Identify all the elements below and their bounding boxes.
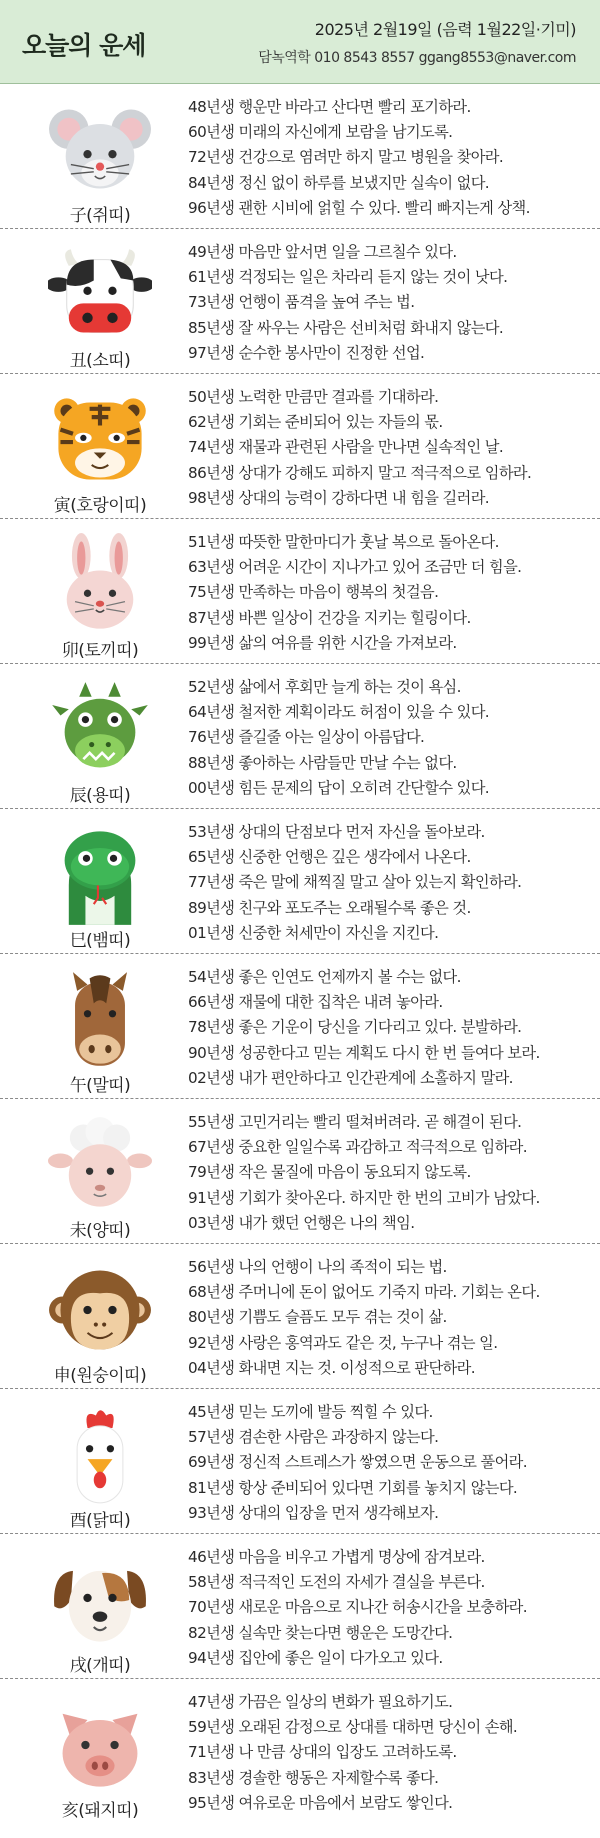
animal-label: 卯(토끼띠) bbox=[61, 641, 139, 661]
fortune-line: 99년생 삶의 여유를 위한 시간을 가져보라. bbox=[188, 633, 457, 652]
fortune-line: 98년생 상대의 능력이 강하다면 내 힘을 길러라. bbox=[188, 488, 489, 507]
zodiac-section-ox bbox=[0, 229, 600, 374]
fortune-line: 90년생 성공한다고 믿는 계획도 다시 한 번 들여다 보라. bbox=[188, 1043, 540, 1062]
fortune-lines bbox=[188, 675, 590, 801]
zodiac-section-rat bbox=[0, 84, 600, 229]
dragon-icon bbox=[48, 678, 152, 782]
animal-label: 子(쥐띠) bbox=[69, 206, 131, 226]
fortune-lines bbox=[188, 1545, 590, 1671]
animal-label: 午(말띠) bbox=[69, 1076, 131, 1096]
fortune-line: 60년생 미래의 자신에게 보람을 남기도록. bbox=[188, 123, 453, 142]
fortune-line: 54년생 좋은 인연도 언제까지 볼 수는 없다. bbox=[188, 968, 461, 986]
fortune-line: 04년생 화내면 지는 것. 이성적으로 판단하라. bbox=[188, 1358, 475, 1377]
animal-label: 戌(개띠) bbox=[69, 1656, 131, 1676]
fortune-lines bbox=[188, 240, 590, 366]
fortune-line: 80년생 기쁨도 슬픔도 모두 겪는 것이 삶. bbox=[188, 1308, 447, 1327]
zodiac-section-tiger bbox=[0, 374, 600, 519]
fortune-line: 51년생 따뜻한 말한마디가 훗날 복으로 돌아온다. bbox=[188, 533, 499, 551]
fortune-line: 03년생 내가 했던 언행은 나의 책임. bbox=[188, 1213, 415, 1232]
fortune-line: 86년생 상대가 강해도 피하지 말고 적극적으로 임하라. bbox=[188, 463, 532, 482]
cow-icon bbox=[48, 243, 152, 347]
fortune-line: 73년생 언행이 품격을 높여 주는 법. bbox=[188, 293, 415, 312]
dog-icon bbox=[48, 1548, 152, 1652]
fortune-line: 55년생 고민거리는 빨리 떨쳐버려라. 곧 해결이 된다. bbox=[188, 1113, 522, 1131]
fortune-line: 76년생 즐길줄 아는 일상이 아름답다. bbox=[188, 728, 425, 747]
snake-icon bbox=[48, 823, 152, 927]
zodiac-section-monkey bbox=[0, 1244, 600, 1389]
date-line: 2025년 2월19일 (음력 1월22일·기미) bbox=[314, 20, 576, 39]
fortune-line: 45년생 믿는 도끼에 발등 찍힐 수 있다. bbox=[188, 1403, 433, 1421]
zodiac-section-horse bbox=[0, 954, 600, 1099]
zodiac-section-rabbit bbox=[0, 519, 600, 664]
fortune-line: 49년생 마음만 앞서면 일을 그르칠수 있다. bbox=[188, 243, 457, 261]
zodiac-section-sheep bbox=[0, 1099, 600, 1244]
animal-label: 寅(호랑이띠) bbox=[53, 496, 147, 516]
fortune-line: 59년생 오래된 감정으로 상대를 대하면 당신이 손해. bbox=[188, 1718, 518, 1737]
fortune-lines bbox=[188, 385, 590, 511]
fortune-line: 72년생 건강으로 염려만 하지 말고 병원을 찾아라. bbox=[188, 148, 504, 167]
sheep-icon bbox=[48, 1113, 152, 1217]
fortune-line: 88년생 좋아하는 사람들만 만날 수는 없다. bbox=[188, 753, 457, 772]
fortune-line: 01년생 신중한 처세만이 자신을 지킨다. bbox=[188, 923, 439, 942]
pig-icon bbox=[48, 1693, 152, 1797]
fortune-lines bbox=[188, 1690, 590, 1816]
fortune-lines bbox=[188, 965, 590, 1091]
fortune-line: 85년생 잘 싸우는 사람은 선비처럼 화내지 않는다. bbox=[188, 318, 504, 337]
animal-label: 酉(닭띠) bbox=[69, 1511, 131, 1531]
contact-line: 담녹역학 010 8543 8557 ggang8553@naver.com bbox=[258, 50, 576, 66]
fortune-line: 78년생 좋은 기운이 당신을 기다리고 있다. 분발하라. bbox=[188, 1018, 522, 1037]
fortune-line: 74년생 재물과 관련된 사람을 만나면 실속적인 날. bbox=[188, 438, 504, 457]
tiger-icon bbox=[48, 388, 152, 492]
fortune-line: 52년생 삶에서 후회만 늘게 하는 것이 욕심. bbox=[188, 678, 461, 696]
fortune-line: 53년생 상대의 단점보다 먼저 자신을 돌아보라. bbox=[188, 823, 485, 841]
page-title: 오늘의 운세 bbox=[22, 31, 146, 60]
fortune-line: 70년생 새로운 마음으로 지나간 허송시간을 보충하라. bbox=[188, 1598, 527, 1617]
zodiac-section-dragon bbox=[0, 664, 600, 809]
fortune-line: 66년생 재물에 대한 집착은 내려 놓아라. bbox=[188, 993, 443, 1012]
fortune-line: 77년생 죽은 말에 채찍질 말고 살아 있는지 확인하라. bbox=[188, 873, 522, 892]
fortune-line: 48년생 행운만 바라고 산다면 빨리 포기하라. bbox=[188, 98, 471, 116]
fortune-line: 63년생 어려운 시간이 지나가고 있어 조금만 더 힘을. bbox=[188, 558, 522, 577]
fortune-line: 93년생 상대의 입장을 먼저 생각해보자. bbox=[188, 1503, 439, 1522]
fortune-line: 00년생 힘든 문제의 답이 오히려 간단할수 있다. bbox=[188, 778, 489, 797]
fortune-line: 94년생 집안에 좋은 일이 다가오고 있다. bbox=[188, 1648, 443, 1667]
fortune-line: 56년생 나의 언행이 나의 족적이 되는 법. bbox=[188, 1258, 447, 1276]
fortune-line: 65년생 신중한 언행은 깊은 생각에서 나온다. bbox=[188, 848, 471, 867]
fortune-line: 82년생 실속만 찾는다면 행운은 도망간다. bbox=[188, 1623, 453, 1642]
fortune-line: 83년생 경솔한 행동은 자제할수록 좋다. bbox=[188, 1768, 439, 1787]
fortune-line: 97년생 순수한 봉사만이 진정한 선업. bbox=[188, 343, 425, 362]
fortune-lines bbox=[188, 1400, 590, 1526]
fortune-lines bbox=[188, 1110, 590, 1236]
rabbit-icon bbox=[48, 533, 152, 637]
monkey-icon bbox=[48, 1258, 152, 1362]
fortune-line: 61년생 걱정되는 일은 차라리 듣지 않는 것이 낫다. bbox=[188, 268, 508, 287]
fortune-line: 47년생 가끔은 일상의 변화가 필요하기도. bbox=[188, 1693, 453, 1711]
mouse-icon bbox=[48, 98, 152, 202]
fortune-line: 58년생 적극적인 도전의 자세가 결실을 부른다. bbox=[188, 1573, 485, 1592]
fortune-line: 71년생 나 만큼 상대의 입장도 고려하도록. bbox=[188, 1743, 457, 1762]
zodiac-section-rooster bbox=[0, 1389, 600, 1534]
fortune-line: 46년생 마음을 비우고 가볍게 명상에 잠겨보라. bbox=[188, 1548, 485, 1566]
fortune-lines bbox=[188, 530, 590, 656]
animal-label: 申(원숭이띠) bbox=[53, 1366, 147, 1386]
fortune-line: 57년생 겸손한 사람은 과장하지 않는다. bbox=[188, 1428, 439, 1447]
zodiac-section-dog bbox=[0, 1534, 600, 1679]
horse-icon bbox=[48, 968, 152, 1072]
fortune-line: 96년생 괜한 시비에 얽힐 수 있다. 빨리 빠지는게 상책. bbox=[188, 198, 530, 217]
rooster-icon bbox=[48, 1403, 152, 1507]
fortune-line: 02년생 내가 편안하다고 인간관계에 소홀하지 말라. bbox=[188, 1068, 513, 1087]
fortune-line: 92년생 사랑은 홍역과도 같은 것, 누구나 겪는 일. bbox=[188, 1333, 498, 1352]
fortune-line: 64년생 철저한 계획이라도 허점이 있을 수 있다. bbox=[188, 703, 489, 722]
fortune-lines bbox=[188, 1255, 590, 1381]
fortune-line: 91년생 기회가 찾아온다. 하지만 한 번의 고비가 남았다. bbox=[188, 1188, 540, 1207]
fortune-line: 67년생 중요한 일일수록 과감하고 적극적으로 임하라. bbox=[188, 1138, 527, 1157]
fortune-line: 79년생 작은 물질에 마음이 동요되지 않도록. bbox=[188, 1163, 471, 1182]
fortune-line: 95년생 여유로운 마음에서 보람도 쌓인다. bbox=[188, 1793, 453, 1812]
fortune-line: 87년생 바쁜 일상이 건강을 지키는 힐링이다. bbox=[188, 608, 471, 627]
fortune-line: 75년생 만족하는 마음이 행복의 첫걸음. bbox=[188, 583, 439, 602]
fortune-lines bbox=[188, 820, 590, 946]
fortune-line: 89년생 친구와 포도주는 오래될수록 좋은 것. bbox=[188, 898, 471, 917]
fortune-line: 68년생 주머니에 돈이 없어도 기죽지 마라. 기회는 온다. bbox=[188, 1283, 540, 1302]
header bbox=[0, 0, 600, 84]
zodiac-section-pig bbox=[0, 1679, 600, 1824]
animal-label: 巳(뱀띠) bbox=[69, 931, 131, 951]
fortune-lines bbox=[188, 95, 590, 221]
animal-label: 未(양띠) bbox=[69, 1221, 131, 1241]
fortune-line: 84년생 정신 없이 하루를 보냈지만 실속이 없다. bbox=[188, 173, 489, 192]
animal-label: 亥(돼지띠) bbox=[61, 1801, 139, 1821]
fortune-line: 69년생 정신적 스트레스가 쌓였으면 운동으로 풀어라. bbox=[188, 1453, 527, 1472]
animal-label: 辰(용띠) bbox=[69, 786, 131, 806]
zodiac-section-snake bbox=[0, 809, 600, 954]
fortune-line: 62년생 기회는 준비되어 있는 자들의 몫. bbox=[188, 413, 443, 432]
animal-label: 丑(소띠) bbox=[69, 351, 131, 371]
fortune-line: 81년생 항상 준비되어 있다면 기회를 놓치지 않는다. bbox=[188, 1478, 518, 1497]
fortune-line: 50년생 노력한 만큼만 결과를 기대하라. bbox=[188, 388, 439, 406]
